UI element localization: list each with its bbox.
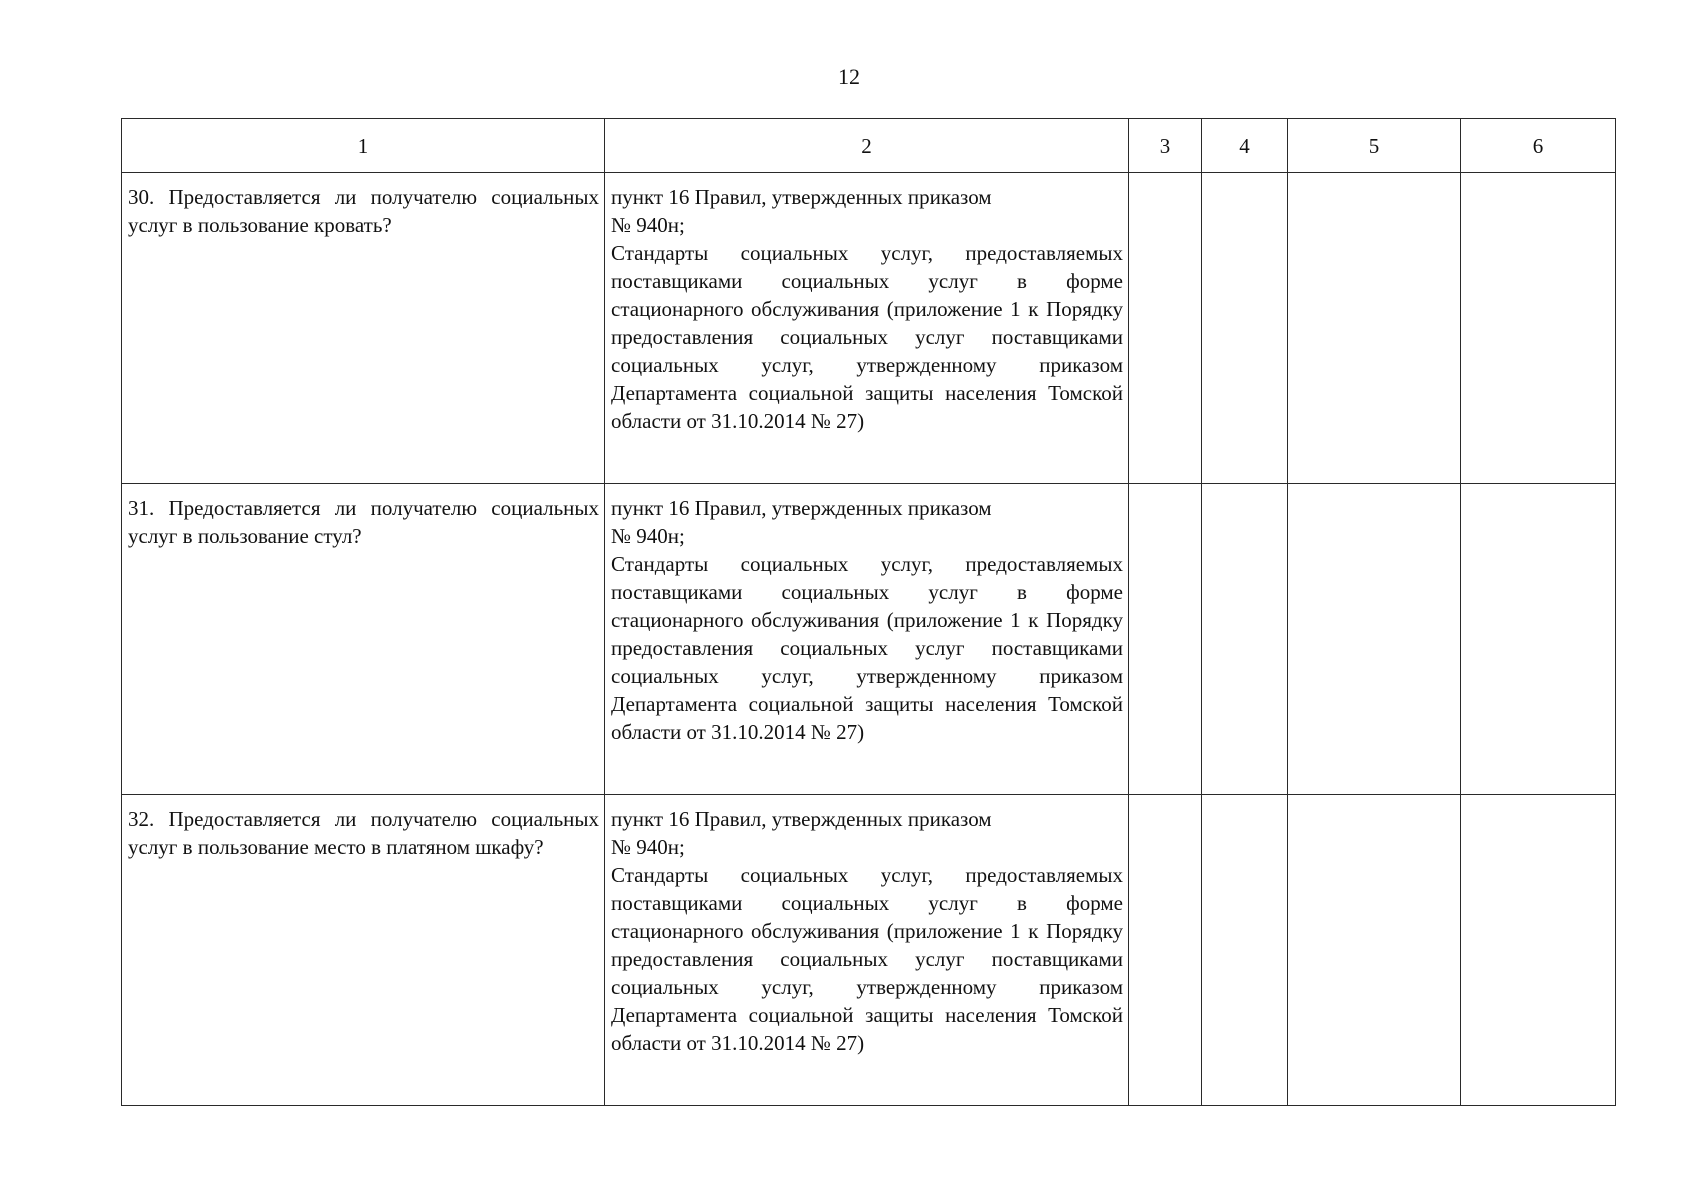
header-col-3: 3 — [1129, 119, 1202, 173]
legal-basis-line: пункт 16 Правил, утвержденных приказом — [611, 496, 992, 520]
question-cell: 31. Предоставляется ли получателю социальных услуг в пользование стул? — [122, 484, 605, 795]
legal-basis-order-number: № 940н; — [611, 213, 685, 237]
answer-cell-col-3 — [1129, 484, 1202, 795]
answer-cell-col-5 — [1288, 173, 1461, 484]
legal-basis-order-number: № 940н; — [611, 835, 685, 859]
header-row — [122, 119, 1616, 173]
answer-cell-col-6 — [1461, 484, 1616, 795]
checklist-table — [121, 118, 1616, 1106]
table-row — [122, 795, 1616, 1106]
legal-basis-line: пункт 16 Правил, утвержденных приказом — [611, 185, 992, 209]
page-number: 12 — [838, 64, 860, 89]
legal-basis-line: пункт 16 Правил, утвержденных приказом — [611, 807, 992, 831]
answer-cell-col-5 — [1288, 795, 1461, 1106]
legal-basis-text: Стандарты социальных услуг, предоставляемых поставщиками социальных услуг в форме стационарного обслуживания (приложение 1 к Порядку предоставления социальных услуг поставщиками социальных услуг, утвержденному приказом Департамента социальной защиты населения Томской области от 31.10.2014 № 27) — [611, 552, 1123, 744]
header-col-6: 6 — [1461, 119, 1616, 173]
header-col-5: 5 — [1288, 119, 1461, 173]
question-cell: 32. Предоставляется ли получателю социальных услуг в пользование место в платяном шкафу? — [122, 795, 605, 1106]
header-col-4: 4 — [1202, 119, 1288, 173]
answer-cell-col-4 — [1202, 173, 1288, 484]
question-cell: 30. Предоставляется ли получателю социальных услуг в пользование кровать? — [122, 173, 605, 484]
legal-basis-text: Стандарты социальных услуг, предоставляемых поставщиками социальных услуг в форме стационарного обслуживания (приложение 1 к Порядку предоставления социальных услуг поставщиками социальных услуг, утвержденному приказом Департамента социальной защиты населения Томской области от 31.10.2014 № 27) — [611, 863, 1123, 1055]
legal-basis-text: Стандарты социальных услуг, предоставляемых поставщиками социальных услуг в форме стационарного обслуживания (приложение 1 к Порядку предоставления социальных услуг поставщиками социальных услуг, утвержденному приказом Департамента социальной защиты населения Томской области от 31.10.2014 № 27) — [611, 241, 1123, 433]
legal-basis-order-number: № 940н; — [611, 524, 685, 548]
answer-cell-col-6 — [1461, 173, 1616, 484]
legal-basis-cell — [605, 484, 1129, 795]
answer-cell-col-6 — [1461, 795, 1616, 1106]
table-row — [122, 484, 1616, 795]
legal-basis-cell — [605, 795, 1129, 1106]
table-row — [122, 173, 1616, 484]
answer-cell-col-3 — [1129, 795, 1202, 1106]
header-col-2: 2 — [605, 119, 1129, 173]
answer-cell-col-4 — [1202, 795, 1288, 1106]
header-col-1: 1 — [122, 119, 605, 173]
legal-basis-cell — [605, 173, 1129, 484]
answer-cell-col-4 — [1202, 484, 1288, 795]
answer-cell-col-3 — [1129, 173, 1202, 484]
answer-cell-col-5 — [1288, 484, 1461, 795]
